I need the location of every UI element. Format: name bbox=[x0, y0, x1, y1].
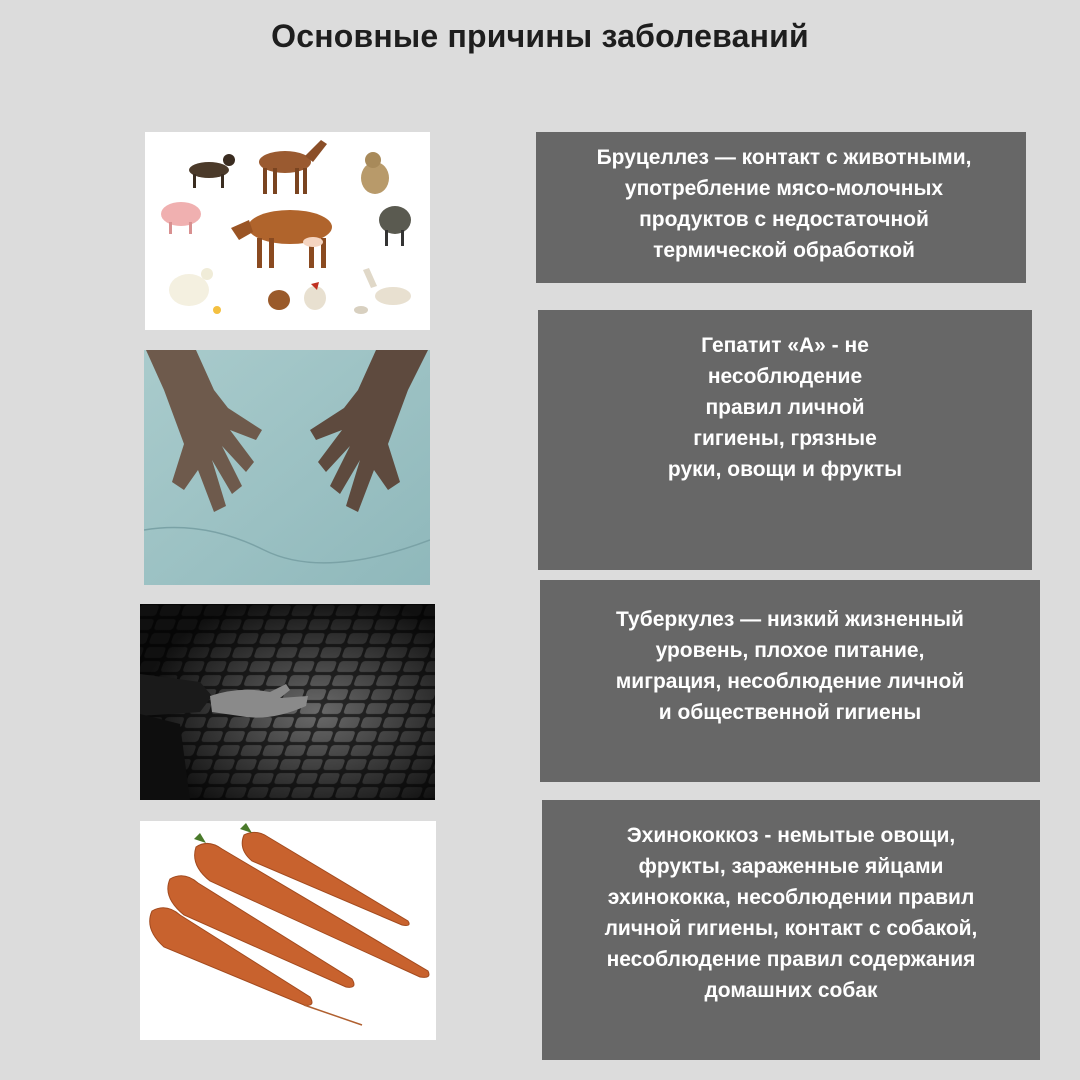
brucellosis-text: Бруцеллез — контакт с животными, употребление мясо-молочных продуктов с недостаточной термической обработкой bbox=[596, 146, 972, 262]
begging-hand-illustration bbox=[140, 604, 435, 800]
farm-animals-image bbox=[145, 132, 430, 330]
dirty-hands-illustration bbox=[144, 350, 430, 585]
page-title: Основные причины заболеваний bbox=[271, 18, 809, 54]
hepatitis-a-card bbox=[538, 310, 1032, 570]
carrots-image bbox=[140, 821, 436, 1040]
echinococcosis-card bbox=[542, 800, 1040, 1060]
brucellosis-card bbox=[536, 132, 1026, 283]
farm-animals-illustration bbox=[145, 132, 430, 330]
hepatitis-a-text: Гепатит «А» - не несоблюдение правил личной гигиены, грязные руки, овощи и фрукты bbox=[667, 334, 903, 481]
begging-hand-image bbox=[140, 604, 435, 800]
tuberculosis-card bbox=[540, 580, 1040, 782]
dirty-hands-image bbox=[144, 350, 430, 585]
echinococcosis-text: Эхинококкоз - немытые овощи, фрукты, зараженные яйцами эхинококка, несоблюдении правил личной гигиены, контакт с собакой, несоблюдение правил содержания домашних собак bbox=[604, 824, 978, 1002]
tuberculosis-text: Туберкулез — низкий жизненный уровень, плохое питание, миграция, несоблюдение личной и общественной гигиены bbox=[615, 608, 965, 724]
carrots-illustration bbox=[140, 821, 436, 1040]
